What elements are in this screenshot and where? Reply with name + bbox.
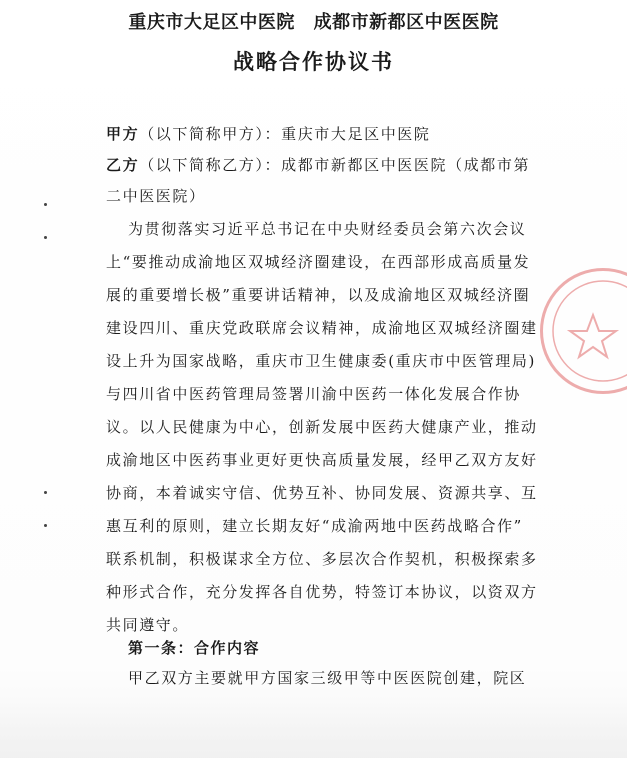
hospital-a-name: 重庆市大足区中医院 [128, 12, 295, 33]
body-line: 设上升为国家战略，重庆市卫生健康委(重庆市中医管理局) [106, 352, 536, 370]
party-b-text: （以下简称乙方）：成都市新都区中医医院（成都市第 [139, 156, 531, 174]
body-line: 与四川省中医药管理局签署川渝中医药一体化发展合作协 [106, 385, 522, 403]
header-hospitals [0, 8, 627, 34]
seal-star-icon [543, 271, 627, 391]
official-seal-stamp [540, 268, 627, 394]
section-1-title: 第一条：合作内容 [128, 639, 261, 657]
body-line: 上“要推动成渝地区双城经济圈建设，在西部形成高质量发 [106, 253, 531, 271]
party-b-line-cont: 二中医医院） [106, 187, 206, 205]
margin-mark [44, 203, 47, 206]
margin-mark [44, 236, 47, 239]
page-bottom-shadow [0, 698, 627, 758]
party-a-label: 甲方 [106, 125, 140, 143]
body-line: 协商，本着诚实守信、优势互补、协同发展、资源共享、互 [106, 484, 538, 502]
body-line: 展的重要增长极”重要讲话精神，以及成渝地区双城经济圈 [106, 286, 531, 304]
body-line: 联系机制，积极谋求全方位、多层次合作契机，积极探索多 [106, 550, 538, 568]
party-a-line [106, 124, 431, 144]
body-line: 建设四川、重庆党政联席会议精神，成渝地区双城经济圈建 [106, 319, 538, 337]
margin-mark [44, 524, 47, 527]
body-line: 议。以人民健康为中心，创新发展中医药大健康产业，推动 [106, 418, 538, 436]
document-title: 战略合作协议书 [233, 49, 394, 74]
body-line: 种形式合作，充分发挥各自优势，特签订本协议，以资双方 [106, 583, 538, 601]
party-a-text: （以下简称甲方）：重庆市大足区中医院 [139, 125, 431, 143]
hospital-b-name: 成都市新都区中医医院 [313, 12, 499, 33]
party-b-line [106, 155, 530, 175]
margin-mark [44, 491, 47, 494]
body-line: 共同遵守。 [106, 616, 190, 634]
section-1-first-line: 甲乙双方主要就甲方国家三级甲等中医医院创建，院区 [128, 669, 527, 687]
body-line: 为贯彻落实习近平总书记在中央财经委员会第六次会议 [128, 220, 527, 238]
body-line: 惠互利的原则，建立长期友好“成渝两地中医药战略合作” [106, 517, 523, 535]
party-b-label: 乙方 [106, 156, 140, 174]
body-line: 成渝地区中医药事业更好更快高质量发展，经甲乙双方友好 [106, 451, 538, 469]
